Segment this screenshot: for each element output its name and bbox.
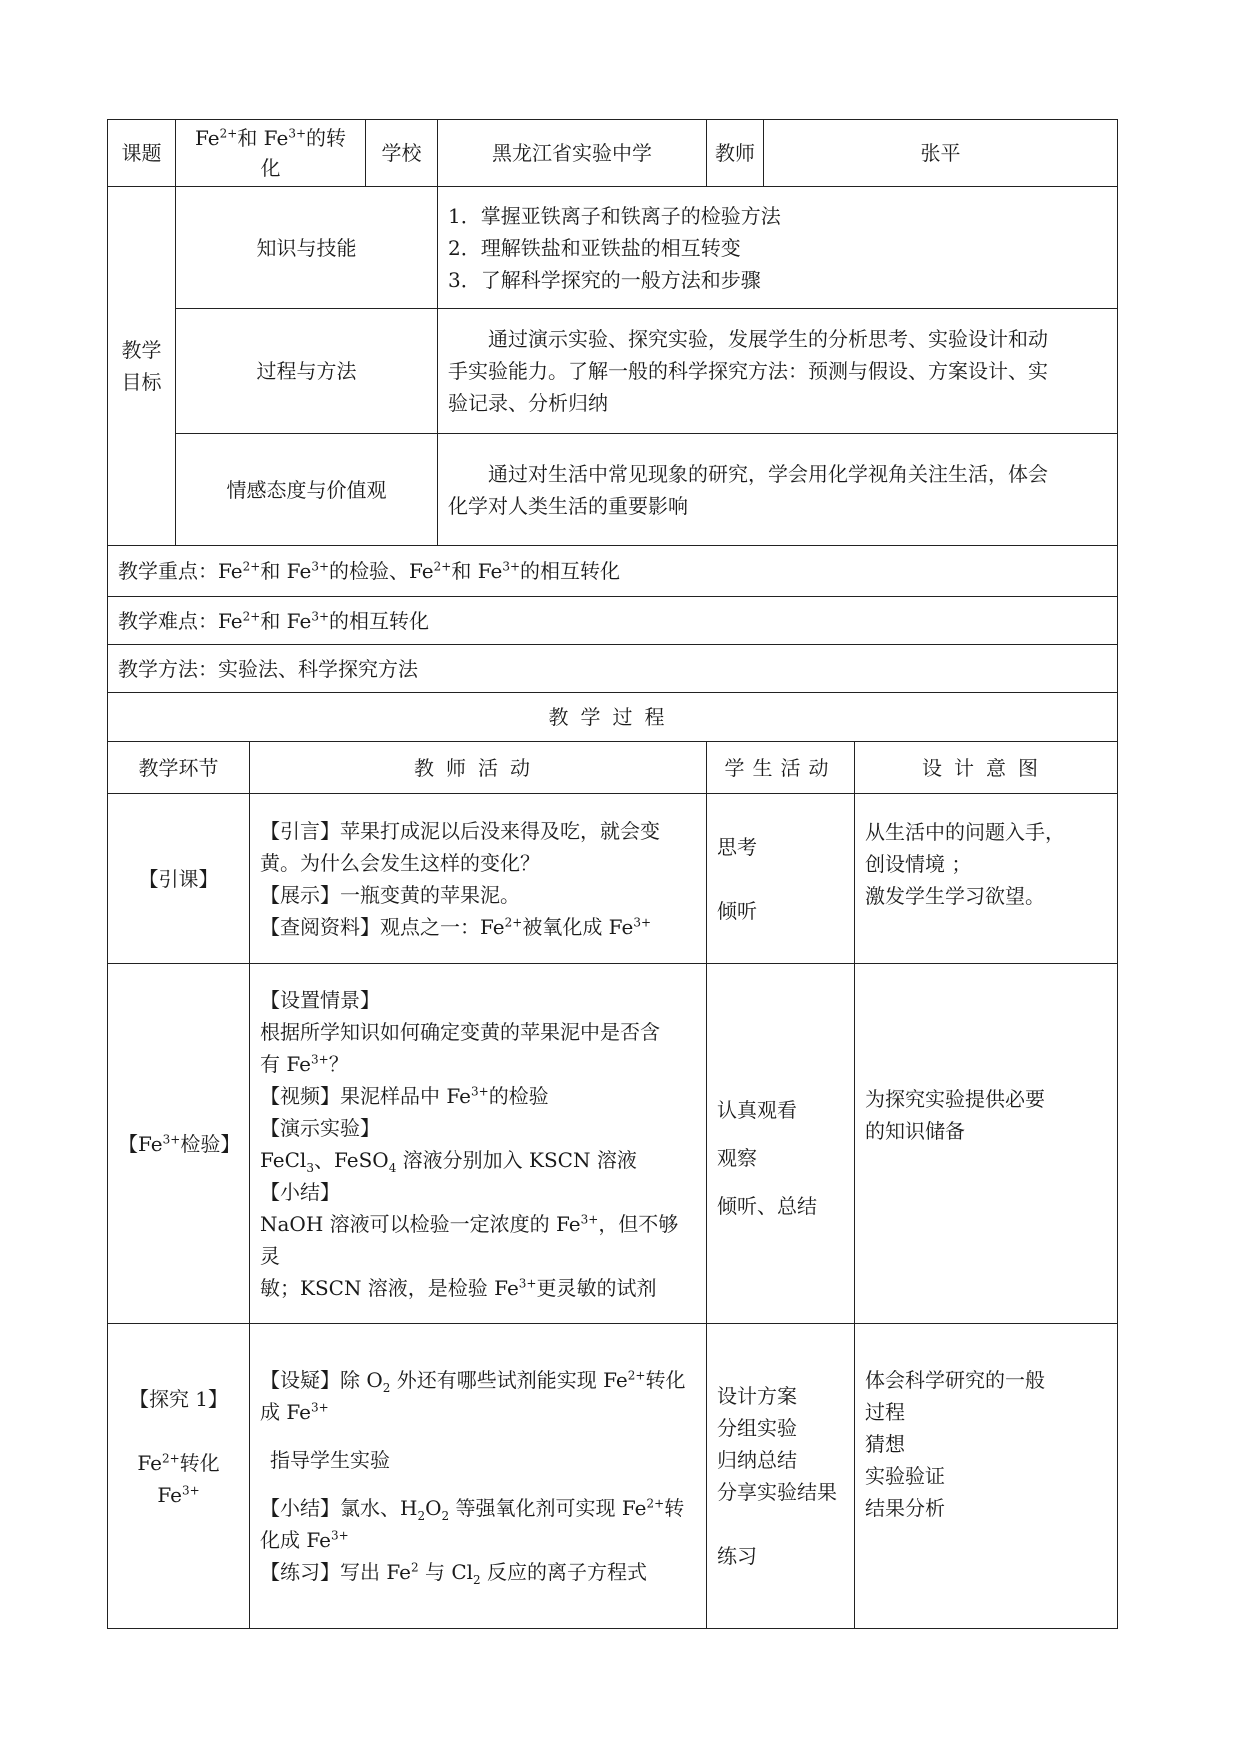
key-point-row xyxy=(108,546,1118,597)
lesson-plan-page xyxy=(107,119,1117,1629)
stage-test: 【$Fe^{3+}$检验】 xyxy=(108,964,250,1324)
column-header-stage: 教学环节 xyxy=(108,742,250,794)
objectives-label: 教学 目标 xyxy=(108,187,176,546)
objective-emotion-row xyxy=(108,434,1118,546)
process-title-row xyxy=(108,693,1118,742)
table-row xyxy=(108,1324,1118,1629)
process-title: 教学过程 xyxy=(108,693,1118,742)
school-value: 黑龙江省实验中学 xyxy=(438,120,707,187)
method: 教学方法：实验法、科学探究方法 xyxy=(108,645,1118,693)
teacher-activity-explore: 【设疑】除 $O_2$ 外还有哪些试剂能实现 $Fe^{2+}$转化 成 $Fe^{3+}$ 指导学生实验 【小结】氯水、$H_2O_2$ 等强氧化剂可实现 $Fe^{2+}$转 化成 $Fe^{3+}$ 【练习】写出 Fe$^2$ 与 $Cl_2$ 反应的离子方程式 xyxy=(250,1324,707,1629)
stage-explore: 【探究 1】 $Fe^{2+}$转化 $Fe^{3+}$ xyxy=(108,1324,250,1629)
column-header-teacher: 教师活动 xyxy=(250,742,707,794)
objective-knowledge-row xyxy=(108,187,1118,309)
column-header-design: 设计意图 xyxy=(855,742,1118,794)
school-label: 学校 xyxy=(366,120,438,187)
stage-intro: 【引课】 xyxy=(108,794,250,964)
header-row xyxy=(108,120,1118,187)
design-intent-explore: 体会科学研究的一般 过程 猜想 实验验证 结果分析 xyxy=(855,1324,1118,1629)
teacher-label: 教师 xyxy=(707,120,764,187)
student-activity-explore: 设计方案 分组实验 归纳总结 分享实验结果 练习 xyxy=(707,1324,855,1629)
teacher-activity-intro: 【引言】苹果打成泥以后没来得及吃，就会变 黄。为什么会发生这样的变化？ 【展示】一瓶变黄的苹果泥。 【查阅资料】观点之一：$Fe^{2+}$被氧化成 $Fe^{3+}$ xyxy=(250,794,707,964)
design-intent-test: 为探究实验提供必要 的知识储备 xyxy=(855,964,1118,1324)
column-header-row xyxy=(108,742,1118,794)
difficulty-row xyxy=(108,597,1118,645)
table-row xyxy=(108,794,1118,964)
difficulty: 教学难点：$Fe^{2+}$和 $Fe^{3+}$的相互转化 xyxy=(108,597,1118,645)
knowledge-label: 知识与技能 xyxy=(176,187,438,309)
process-text: 通过演示实验、探究实验，发展学生的分析思考、实验设计和动 手实验能力。了解一般的科学探究方法：预测与假设、方案设计、实 验记录、分析归纳 xyxy=(438,309,1118,434)
teacher-activity-test: 【设置情景】 根据所学知识如何确定变黄的苹果泥中是否含 有 $Fe^{3+}$？ 【视频】果泥样品中 $Fe^{3+}$的检验 【演示实验】 FeCl$_3$、FeSO$_4$ 溶液分别加入 KSCN 溶液 【小结】 NaOH 溶液可以检验一定浓度的 $Fe^{3+}$，但不够灵 敏；KSCN 溶液，是检验 $Fe^{3+}$更灵敏的试剂 xyxy=(250,964,707,1324)
emotion-label: 情感态度与价值观 xyxy=(176,434,438,546)
objective-process-row xyxy=(108,309,1118,434)
method-row xyxy=(108,645,1118,693)
topic-label: 课题 xyxy=(108,120,176,187)
teacher-value: 张平 xyxy=(764,120,1118,187)
knowledge-items: 1．掌握亚铁离子和铁离子的检验方法 2．理解铁盐和亚铁盐的相互转变 3．了解科学探究的一般方法和步骤 xyxy=(438,187,1118,309)
process-label: 过程与方法 xyxy=(176,309,438,434)
column-header-student: 学生活动 xyxy=(707,742,855,794)
design-intent-intro: 从生活中的问题入手， 创设情境 ； 激发学生学习欲望。 xyxy=(855,794,1118,964)
topic-value: $Fe^{2+}$和 $Fe^{3+}$的转 化 xyxy=(176,120,366,187)
key-point: 教学重点：$Fe^{2+}$和 $Fe^{3+}$的检验、$Fe^{2+}$和 $Fe^{3+}$的相互转化 xyxy=(108,546,1118,597)
student-activity-intro: 思考 倾听 xyxy=(707,794,855,964)
lesson-plan-table xyxy=(107,119,1118,1629)
emotion-text: 通过对生活中常见现象的研究，学会用化学视角关注生活，体会 化学对人类生活的重要影响 xyxy=(438,434,1118,546)
table-row xyxy=(108,964,1118,1324)
student-activity-test: 认真观看 观察 倾听、总结 xyxy=(707,964,855,1324)
